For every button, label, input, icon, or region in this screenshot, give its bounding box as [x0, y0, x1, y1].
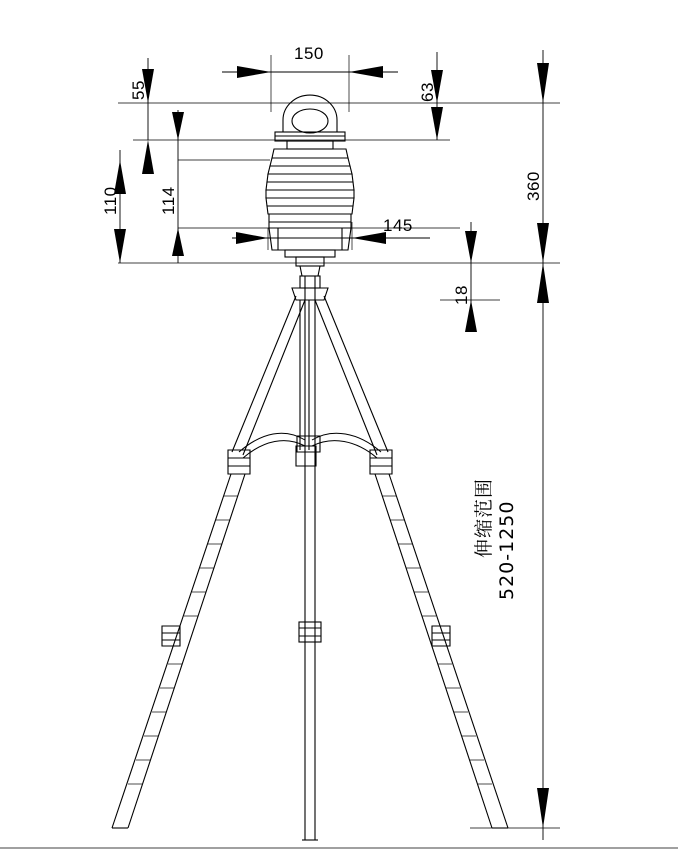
- dimension-lines: [120, 50, 543, 840]
- extension-lines: [118, 55, 560, 828]
- tripod: [112, 276, 508, 840]
- dimension-145: 145: [383, 216, 413, 235]
- dimension-63: 63: [418, 82, 437, 102]
- arrowheads: [114, 63, 549, 828]
- dimension-110: 110: [101, 186, 120, 215]
- dimension-18: 18: [452, 285, 471, 305]
- dimension-150: 150: [294, 44, 324, 63]
- dimension-114: 114: [159, 186, 178, 215]
- dimension-360: 360: [524, 171, 543, 201]
- telescoping-range-label: 伸缩范围: [473, 477, 495, 558]
- telescoping-range-value: 520-1250: [496, 500, 518, 600]
- dimension-55: 55: [129, 80, 148, 100]
- sensor-assembly: [266, 95, 354, 276]
